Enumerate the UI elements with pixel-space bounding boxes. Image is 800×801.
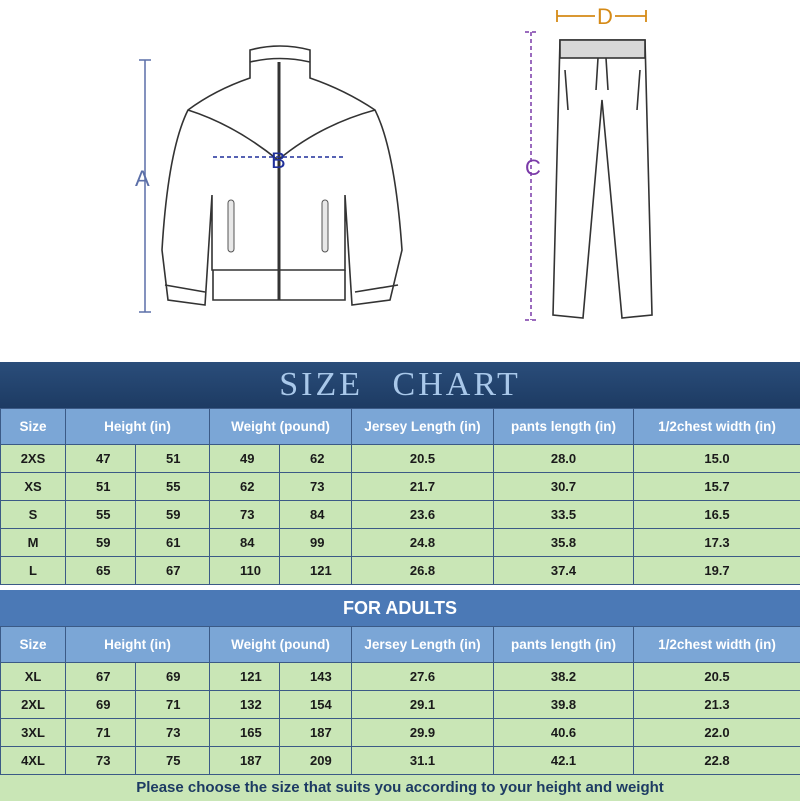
pants-length-cell: 30.7 (494, 473, 634, 501)
jersey-length-cell: 29.1 (352, 691, 494, 719)
size-table-bottom (0, 626, 800, 775)
garment-illustration (0, 0, 800, 362)
jacket-left-pocket (228, 200, 234, 252)
height-max-cell: 69 (136, 663, 210, 691)
jersey-length-cell: 27.6 (352, 663, 494, 691)
chest-width-cell: 22.0 (634, 719, 800, 747)
size-cell: 4XL (1, 747, 66, 775)
header-weight: Weight (pound) (210, 409, 352, 445)
table-row (1, 719, 800, 747)
header-jersey-length: Jersey Length (in) (352, 627, 494, 663)
chest-width-cell: 21.3 (634, 691, 800, 719)
chest-width-cell: 15.7 (634, 473, 800, 501)
size-cell: XL (1, 663, 66, 691)
size-cell: S (1, 501, 66, 529)
jersey-length-cell: 23.6 (352, 501, 494, 529)
table-row (1, 445, 800, 473)
pants-length-cell: 33.5 (494, 501, 634, 529)
weight-min-cell: 132 (210, 691, 280, 719)
chest-width-cell: 15.0 (634, 445, 800, 473)
weight-max-cell: 73 (280, 473, 352, 501)
weight-max-cell: 121 (280, 557, 352, 585)
footer-note: Please choose the size that suits you according to your height and weight (0, 774, 800, 801)
size-chart-title-band (0, 362, 800, 408)
pants-length-cell: 35.8 (494, 529, 634, 557)
garment-drawing (0, 0, 800, 362)
pants-length-cell: 40.6 (494, 719, 634, 747)
weight-min-cell: 121 (210, 663, 280, 691)
dimension-c-label: C (525, 155, 541, 181)
table-header-row (1, 409, 800, 445)
height-min-cell: 47 (66, 445, 136, 473)
table-row (1, 747, 800, 775)
table-row (1, 473, 800, 501)
height-min-cell: 67 (66, 663, 136, 691)
pants-length-cell: 42.1 (494, 747, 634, 775)
jersey-length-cell: 29.9 (352, 719, 494, 747)
weight-min-cell: 62 (210, 473, 280, 501)
height-max-cell: 51 (136, 445, 210, 473)
table-row (1, 691, 800, 719)
height-max-cell: 75 (136, 747, 210, 775)
header-height: Height (in) (66, 627, 210, 663)
header-size: Size (1, 409, 66, 445)
dimension-a-label: A (135, 166, 150, 192)
height-min-cell: 73 (66, 747, 136, 775)
height-max-cell: 71 (136, 691, 210, 719)
height-max-cell: 59 (136, 501, 210, 529)
chest-width-cell: 16.5 (634, 501, 800, 529)
weight-min-cell: 73 (210, 501, 280, 529)
jacket-right-pocket (322, 200, 328, 252)
weight-max-cell: 143 (280, 663, 352, 691)
chest-width-cell: 19.7 (634, 557, 800, 585)
height-min-cell: 51 (66, 473, 136, 501)
header-chest-width: 1/2chest width (in) (634, 627, 800, 663)
chest-width-cell: 22.8 (634, 747, 800, 775)
height-max-cell: 73 (136, 719, 210, 747)
weight-max-cell: 187 (280, 719, 352, 747)
jersey-length-cell: 21.7 (352, 473, 494, 501)
header-size: Size (1, 627, 66, 663)
table-row (1, 529, 800, 557)
height-min-cell: 55 (66, 501, 136, 529)
jersey-length-cell: 31.1 (352, 747, 494, 775)
section-label: FOR ADULTS (343, 598, 457, 618)
weight-max-cell: 62 (280, 445, 352, 473)
weight-min-cell: 165 (210, 719, 280, 747)
table-row (1, 557, 800, 585)
size-cell: L (1, 557, 66, 585)
chest-width-cell: 20.5 (634, 663, 800, 691)
weight-min-cell: 49 (210, 445, 280, 473)
header-chest-width: 1/2chest width (in) (634, 409, 800, 445)
size-cell: 2XS (1, 445, 66, 473)
size-cell: 3XL (1, 719, 66, 747)
chest-width-cell: 17.3 (634, 529, 800, 557)
height-min-cell: 69 (66, 691, 136, 719)
pants-length-cell: 39.8 (494, 691, 634, 719)
weight-max-cell: 99 (280, 529, 352, 557)
jersey-length-cell: 24.8 (352, 529, 494, 557)
jersey-length-cell: 20.5 (352, 445, 494, 473)
size-table-top (0, 408, 800, 585)
height-min-cell: 71 (66, 719, 136, 747)
jersey-length-cell: 26.8 (352, 557, 494, 585)
header-pants-length: pants length (in) (494, 627, 634, 663)
table-header-row (1, 627, 800, 663)
jacket-drawing (162, 46, 402, 305)
header-weight: Weight (pound) (210, 627, 352, 663)
header-height: Height (in) (66, 409, 210, 445)
size-cell: M (1, 529, 66, 557)
header-pants-length: pants length (in) (494, 409, 634, 445)
height-min-cell: 59 (66, 529, 136, 557)
header-jersey-length: Jersey Length (in) (352, 409, 494, 445)
weight-min-cell: 84 (210, 529, 280, 557)
pants-length-cell: 38.2 (494, 663, 634, 691)
pants-drawing (553, 40, 652, 318)
weight-min-cell: 187 (210, 747, 280, 775)
weight-max-cell: 84 (280, 501, 352, 529)
height-max-cell: 61 (136, 529, 210, 557)
table-row (1, 663, 800, 691)
height-max-cell: 55 (136, 473, 210, 501)
pants-length-cell: 37.4 (494, 557, 634, 585)
weight-max-cell: 209 (280, 747, 352, 775)
height-max-cell: 67 (136, 557, 210, 585)
dimension-d-label: D (595, 4, 615, 30)
size-chart-title: SIZE CHART (279, 362, 520, 408)
weight-max-cell: 154 (280, 691, 352, 719)
size-cell: 2XL (1, 691, 66, 719)
size-cell: XS (1, 473, 66, 501)
height-min-cell: 65 (66, 557, 136, 585)
dimension-b-label: B (271, 148, 286, 174)
weight-min-cell: 110 (210, 557, 280, 585)
pants-length-cell: 28.0 (494, 445, 634, 473)
section-label-band (0, 590, 800, 626)
size-chart (0, 362, 800, 800)
table-row (1, 501, 800, 529)
